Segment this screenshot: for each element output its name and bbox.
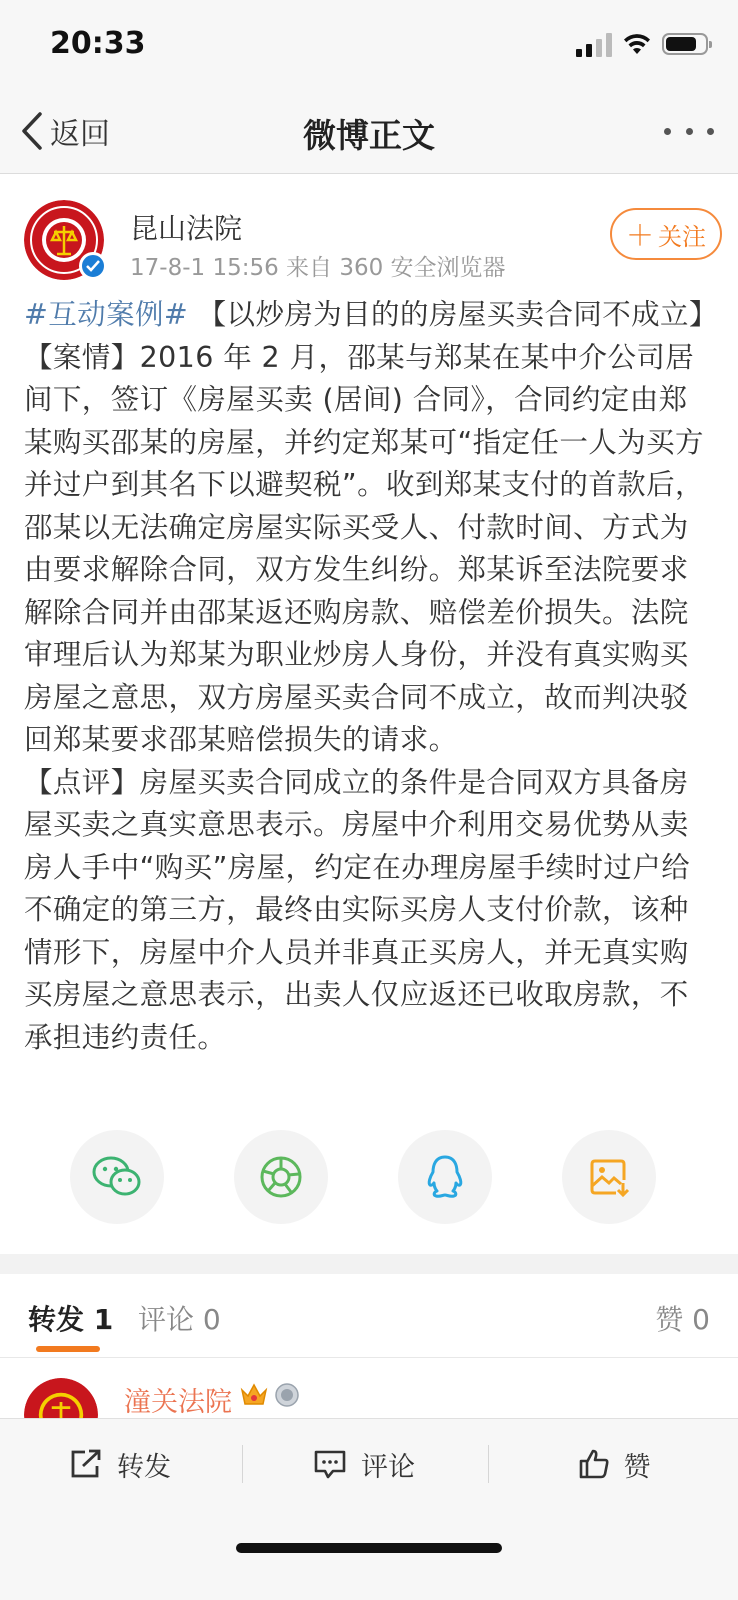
wifi-icon	[622, 30, 652, 56]
crown-icon	[240, 1382, 268, 1408]
qq-icon	[425, 1154, 465, 1200]
tab-reposts-count: 1	[93, 1303, 114, 1336]
follow-label: 关注	[658, 222, 706, 251]
tab-comments-count: 0	[202, 1303, 221, 1336]
follow-button[interactable]	[610, 208, 722, 260]
tab-comments[interactable]	[138, 1298, 221, 1338]
tab-likes-label: 赞	[655, 1303, 684, 1336]
cellular-signal-icon	[576, 33, 612, 57]
tab-likes[interactable]	[655, 1298, 710, 1338]
navigation-bar	[0, 90, 738, 174]
divider	[488, 1445, 489, 1483]
wechat-icon	[92, 1155, 142, 1199]
verified-badge-icon	[79, 252, 107, 280]
medal-icon	[274, 1382, 300, 1408]
post-header	[24, 195, 714, 285]
repost-label: 转发	[117, 1451, 171, 1483]
like-button[interactable]	[490, 1419, 738, 1509]
comment-icon	[313, 1448, 347, 1480]
moments-icon	[258, 1154, 304, 1200]
post-meta: 17-8-1 15:56 来自 360 安全浏览器	[130, 255, 506, 281]
dot	[686, 128, 693, 135]
comment-paragraph: 【点评】房屋买卖合同成立的条件是合同双方具备房屋买卖之真实意思表示。房屋中介利用交易优势从卖房人手中“购买”房屋，约定在办理房屋手续时过户给不确定的第三方，最终由实际买房人支付价款，该种情形下，房屋中介人员并非真正买房人，并无真实购买房屋之意思表示，出卖人仅应返还已收取房款，不承担违约责任。	[24, 765, 691, 1054]
like-label: 赞	[623, 1451, 651, 1483]
tab-comments-label: 评论	[138, 1303, 195, 1336]
tab-likes-count: 0	[692, 1303, 710, 1336]
bottom-action-bar	[0, 1418, 738, 1600]
share-row	[0, 1130, 738, 1226]
section-divider	[0, 1254, 738, 1274]
save-image-icon	[588, 1156, 630, 1198]
back-button[interactable]	[20, 106, 110, 156]
active-tab-indicator	[36, 1346, 100, 1352]
author-name[interactable]: 昆山法院	[130, 212, 243, 245]
dot	[664, 128, 671, 135]
divider	[242, 1445, 243, 1483]
home-indicator	[236, 1543, 502, 1553]
dot	[707, 128, 714, 135]
repost-icon	[69, 1448, 103, 1480]
comment-button[interactable]	[244, 1419, 484, 1509]
more-options-button[interactable]	[664, 116, 714, 146]
page-title: 微博正文	[303, 116, 435, 155]
back-label: 返回	[50, 117, 110, 152]
comment-label: 评论	[361, 1451, 415, 1483]
repost-button[interactable]	[0, 1419, 240, 1509]
battery-icon	[662, 33, 708, 55]
status-bar	[0, 0, 738, 90]
plus-icon: ＋	[625, 219, 654, 252]
hashtag-link[interactable]: #互动案例#	[24, 298, 189, 331]
repost-user-name[interactable]: 潼关法院	[124, 1387, 232, 1418]
tab-reposts-label: 转发	[28, 1303, 85, 1336]
post-paragraph	[24, 294, 714, 762]
status-time: 20:33	[50, 26, 146, 61]
tab-reposts[interactable]	[28, 1298, 113, 1338]
share-qq-button[interactable]	[398, 1130, 492, 1224]
thumbs-up-icon	[578, 1448, 610, 1480]
chevron-left-icon	[20, 111, 44, 151]
share-wechat-button[interactable]	[70, 1130, 164, 1224]
share-moments-button[interactable]	[234, 1130, 328, 1224]
case-text: 【以炒房为目的的房屋买卖合同不成立】【案情】2016 年 2 月，邵某与郑某在某中介公司居间下，签订《房屋买卖 (居间) 合同》，合同约定由郑某购买邵某的房屋，并约定郑某可“指定任一人为买方并过户到其名下以避契税”。收到郑某支付的首款后，邵某以无法确定房屋实际买受人、付款时间、方式为由要求解除合同，双方发生纠纷。郑某诉至法院要求解除合同并由邵某返还购房款、赔偿差价损失。法院审理后认为郑某为职业炒房人身份，并没有真实购买房屋之意思，双方房屋买卖合同不成立，故而判决驳回郑某要求邵某赔偿损失的请求。	[24, 298, 704, 756]
feedback-tabs	[0, 1274, 738, 1358]
save-image-button[interactable]	[562, 1130, 656, 1224]
post-body	[24, 294, 714, 1059]
